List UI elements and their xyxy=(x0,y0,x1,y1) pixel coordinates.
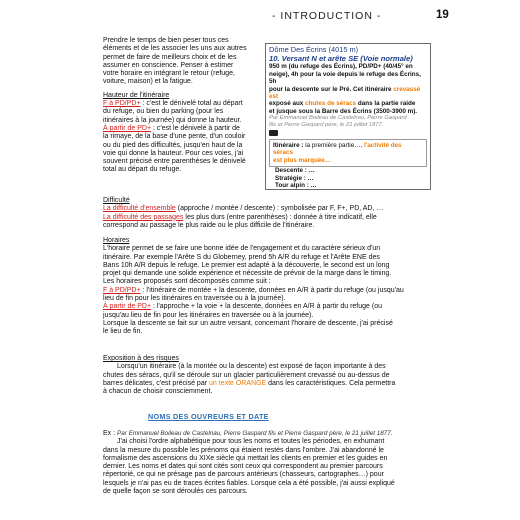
box-route-title: 10. Versant N et arête SE (Voie normale) xyxy=(269,53,413,63)
text-line: jusqu'au lieu de fin pour les itinéraires en traversée ou à la journée). xyxy=(103,311,314,319)
text-line: total au départ du refuge. xyxy=(103,166,182,174)
exposition-section xyxy=(103,355,435,396)
grade-label: F à PD/PD+ xyxy=(103,100,141,108)
text-line: : l'approche + la voie + la descente, données en A/R à partir du refuge (ou xyxy=(151,303,382,311)
hauteur-heading: Hauteur de l'itinéraire xyxy=(103,91,170,99)
text-line: Les horaires proposés sont décomposés comme suit : xyxy=(103,278,271,286)
difficulte-section xyxy=(103,197,435,230)
text-line: à chacun de choisir consciemment. xyxy=(103,388,213,396)
text-line: de quelle façon se sont déroulés ces parcours. xyxy=(103,488,248,496)
horaires-heading: Horaires xyxy=(103,237,130,244)
text-line: lesquels je n'ai pas eu de traces écrites fiables. Lorsque cela a été possible, j'ai aussi expliqué xyxy=(103,479,395,487)
text-line: éléments et de les associer les uns aux autres xyxy=(103,45,247,53)
text-line: L'horaire permet de se faire une bonne idée de l'engagement et du caractère sérieux d'un xyxy=(103,245,381,253)
text-line: Bans 10h A/R depuis le refuge. Le premier est adapté à la découverte, le second est un long xyxy=(103,261,390,269)
risk-text: chutes de séracs xyxy=(305,100,357,108)
text-line: permet de faire de meilleurs choix et de les xyxy=(103,53,237,61)
grade-label: F à PD/PD+ xyxy=(103,286,141,294)
text-line: votre horaire en intégrant le retour (refuge, xyxy=(103,70,235,78)
noms-heading: NOMS DES OUVREURS ET DATE xyxy=(148,412,269,421)
text-line: le lieu de fin. xyxy=(103,328,143,336)
text-line: la rimaye, de la base d'une pente, d'un couloir xyxy=(103,133,246,141)
box-line: 950 m (du refuge des Écrins), PD/PD+ (40/45° en xyxy=(269,63,413,71)
box-itinerary xyxy=(269,139,427,167)
strategie-label: Stratégie : … xyxy=(275,174,314,182)
risk-text: l'activité des séracs xyxy=(273,141,402,157)
risk-text: un texte ORANGE xyxy=(209,379,267,387)
running-header: - INTRODUCTION - xyxy=(272,10,382,22)
box-author: fils et Pierre Gaspard père, le 21 juillet 1877. xyxy=(269,122,384,129)
noms-section xyxy=(103,430,435,496)
box-summit-title: Dôme Des Écrins (4015 m) xyxy=(269,45,359,54)
text-line: répertorié, ce qui ne présage pas de parcours antérieurs (chasseurs, cartographes…) pour xyxy=(103,471,384,479)
left-column xyxy=(103,37,257,175)
box-line: dans la partie raide xyxy=(356,100,416,108)
text-line: : c'est le dénivelé total au départ xyxy=(140,100,243,108)
text-line: barres délicates, c'est précisé par xyxy=(103,379,209,387)
text-line: itinéraires à la journée) qui donne la hauteur. xyxy=(103,116,242,124)
grade-label: La difficulté d'ensemble xyxy=(103,205,176,213)
hauteur-f-paragraph xyxy=(103,100,257,125)
box-line: pour la descente sur le Pré. Cet itinéraire xyxy=(269,85,392,93)
text-line: les plus durs (entre parenthèses) : donnée à titre indicatif, elle xyxy=(183,213,377,221)
text-line: du refuge, ou bien du parking (pour les xyxy=(103,108,224,116)
grade-label: À partir de PD+ xyxy=(103,124,152,132)
box-line: neige), 4h pour la voie depuis le refuge des Écrins, 5h xyxy=(269,70,421,86)
page-number: 19 xyxy=(436,9,449,21)
text-line: itinéraire. Par exemple l'Arête S du Globerney, prend 5h A/R du refuge et l'Arête ENE des xyxy=(103,253,380,261)
text-line: correspond au passage le plus raide ou le plus difficile de l'itinéraire. xyxy=(103,221,315,229)
tour-alpin-label: Tour alpin : … xyxy=(275,181,317,189)
exposition-heading: Exposition à des risques xyxy=(103,355,179,362)
difficulte-heading: Difficulté xyxy=(103,197,130,204)
box-line: exposé aux xyxy=(269,100,306,108)
risk-text: crevassé est xyxy=(269,85,421,101)
text-line: Lorsqu'un itinéraire (à la montée ou la descente) est exposé de façon importante à des xyxy=(117,363,386,371)
box-author: Par Emmanuel Boileau de Castelnau, Pierre Gaspard xyxy=(269,115,407,122)
text-line: voie qui donne la hauteur. Pour ces voies, j'ai xyxy=(103,149,244,157)
text-line: (approche / montée / descente) : symbolisée par F, F+, PD, AD, … xyxy=(175,205,384,213)
text-line: Prendre le temps de bien peser tous ces xyxy=(103,37,229,44)
text-line: : l'itinéraire de montée + la descente, données en A/R à partir du refuge (ou jusqu'au xyxy=(140,286,404,294)
text-line: voiture, maison) et la fatigue. xyxy=(103,78,193,86)
book-icon xyxy=(269,130,278,136)
text-line: assumer en conscience. Penser à estimer xyxy=(103,61,234,69)
grade-label: La difficulté des passages xyxy=(103,213,184,221)
example-route-box xyxy=(265,43,431,190)
box-line: et jusque sous la Barre des Écrins (3500-3900 m). xyxy=(269,107,418,115)
text-line: : c'est le dénivelé à partir de xyxy=(151,124,240,132)
horaires-section xyxy=(103,237,435,337)
text-line: Lorsque la descente se fait sur un autre versant, concernant l'horaire de descente, j'ai précisé xyxy=(103,319,393,327)
text-line: dans les caractéristiques. Cela permettra xyxy=(266,379,396,387)
text-line: dans la mesure du possible les prénoms qui étaient restés dans l'ombre. J'ai abandonné le xyxy=(103,446,384,454)
itinerary-label: Itinéraire : xyxy=(273,141,304,149)
intro-paragraph xyxy=(103,37,257,87)
descente-label: Descente : … xyxy=(275,167,315,175)
text-line: dernier. Les noms et dates qui sont cités sont ceux qui correspondent au premier parcours xyxy=(103,463,383,471)
hauteur-ad-paragraph xyxy=(103,125,257,175)
itinerary-text: la première partie…, xyxy=(303,141,364,149)
text-line: J'ai choisi l'ordre alphabétique pour tous les noms et toutes les périodes, en exhumant xyxy=(117,438,385,446)
risk-text: est plus marquée… xyxy=(273,156,332,164)
example-text: Par Emmanuel Boileau de Castelnau, Pierre Gaspard fils et Pierre Gaspard père, le 21 juillet 1877. xyxy=(117,430,393,437)
text-line: chutes des séracs, qu'il se déroule sur un glacier particulièrement crevassé ou au-dessus de xyxy=(103,371,390,379)
example-label: Ex : xyxy=(103,430,118,437)
grade-label: À partir de PD+ xyxy=(103,303,152,311)
text-line: formalisme des ascensions du XIXe siècle qui mettait les clients en premier et les guides en xyxy=(103,454,388,462)
text-line: souvent précisé entre parenthèses le dénivelé xyxy=(103,158,246,166)
text-line: projet qui demande une solide expérience et nécessite de prévoir de la marge dans le timing. xyxy=(103,270,392,278)
text-line: lieu de fin pour les itinéraires en traversée ou à la journée). xyxy=(103,295,286,303)
text-line: ou du pied des difficultés, jusqu'en haut de la xyxy=(103,141,243,149)
